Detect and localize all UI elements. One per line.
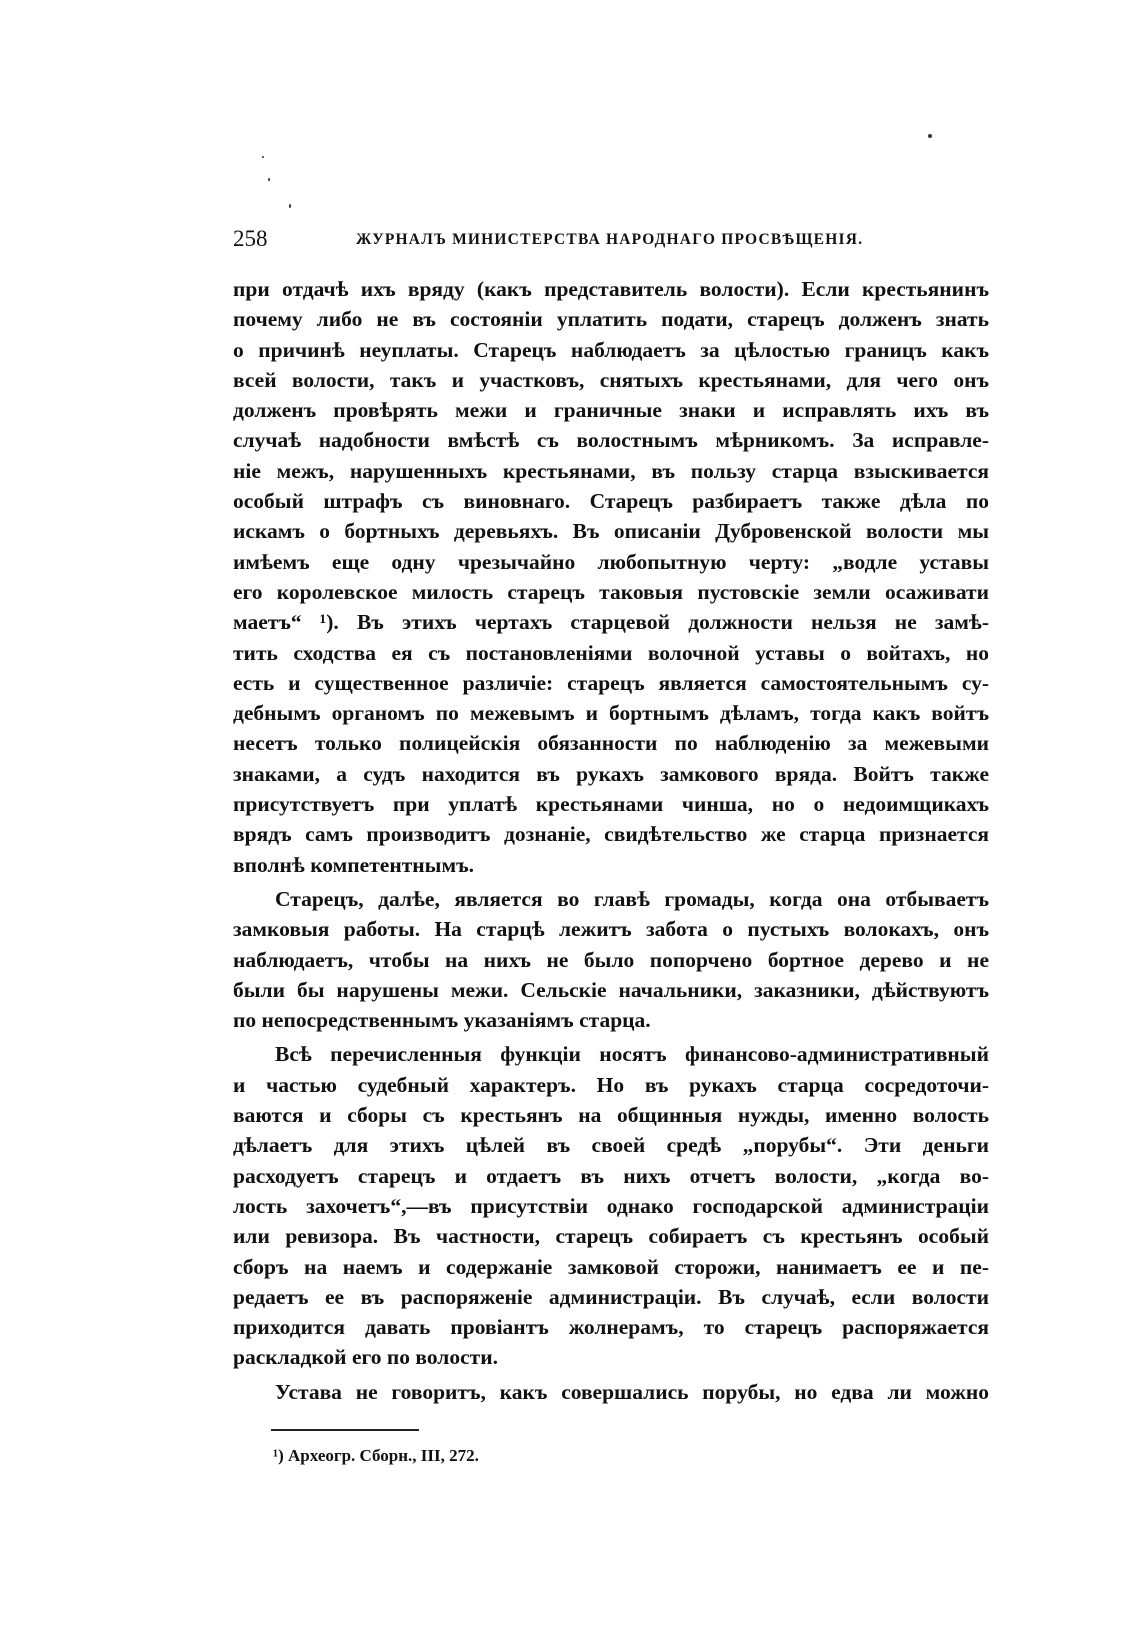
text-line: маетъ“ ¹). Въ этихъ чертахъ старцевой должности нельзя не замѣ-	[233, 610, 989, 635]
text-line: особый штрафъ съ виновнаго. Старецъ разбираетъ также дѣла по	[233, 489, 989, 514]
text-line: его королевское милость старецъ таковыя пустовскіе земли осаживати	[233, 579, 989, 604]
text-line: при отдачѣ ихъ вряду (какъ представитель волости). Если крестьянинъ	[233, 277, 989, 301]
text-line: знаками, а судъ находится въ рукахъ замкового вряда. Войтъ также	[233, 761, 989, 786]
page-number: 258	[233, 226, 268, 251]
text-line: случаѣ надобности вмѣстѣ съ волостнымъ мѣрникомъ. За исправле-	[233, 428, 989, 453]
text-line: вполнѣ компетентнымъ.	[233, 852, 474, 877]
text-line: и частью судебный характеръ. Но въ рукахъ старца сосредоточи-	[233, 1072, 989, 1097]
text-line: искамъ о бортныхъ деревьяхъ. Въ описаніи Дубровенской волости мы	[233, 519, 989, 544]
text-line: или ревизора. Въ частности, старецъ собираетъ съ крестьянъ особый	[233, 1224, 989, 1249]
text-line: приходится давать провіантъ жолнерамъ, то старецъ распоряжается	[233, 1315, 989, 1340]
paragraph	[233, 1039, 989, 1372]
text-line: раскладкой его по волости.	[233, 1345, 498, 1370]
text-line: наблюдаетъ, чтобы на нихъ не было попорчено бортное дерево и не	[233, 947, 989, 972]
scan-speck	[262, 156, 264, 158]
text-line: по непосредственнымъ указаніямъ старца.	[233, 1008, 651, 1033]
text-line: Всѣ перечисленныя функціи носятъ финансово-административный	[275, 1042, 989, 1067]
text-line: расходуетъ старецъ и отдаетъ въ нихъ отчетъ волости, „когда во-	[233, 1163, 989, 1188]
text-line: дебнымъ органомъ по межевымъ и бортнымъ дѣламъ, тогда какъ войтъ	[233, 701, 989, 726]
text-line: почему либо не въ состояніи уплатить подати, старецъ долженъ знать	[233, 307, 989, 332]
paragraph	[233, 274, 989, 880]
scan-speck	[289, 204, 291, 208]
text-line: присутствуетъ при уплатѣ крестьянами чинша, но о недоимщикахъ	[233, 792, 989, 817]
text-line: лость захочетъ“,—въ присутствіи однако господарской администраціи	[233, 1193, 989, 1218]
text-line: долженъ провѣрять межи и граничные знаки и исправлять ихъ въ	[233, 398, 989, 423]
running-title: ЖУРНАЛЪ МИНИСТЕРСТВА НАРОДНАГО ПРОСВѢЩЕНІЯ.	[356, 231, 864, 248]
text-line: Старецъ, далѣе, является во главѣ громады, когда она отбываетъ	[275, 886, 989, 911]
text-line: Устава не говоритъ, какъ совершались порубы, но едва ли можно	[275, 1379, 989, 1404]
text-line: редаетъ ее въ распоряженіе администраціи. Въ случаѣ, если волости	[233, 1284, 989, 1309]
running-header	[233, 224, 993, 254]
scan-speck	[268, 178, 270, 181]
footnote-rule	[271, 1429, 419, 1431]
text-line: ніе межъ, нарушенныхъ крестьянами, въ пользу старца взыскивается	[233, 458, 989, 483]
text-line: дѣлаетъ для этихъ цѣлей въ своей средѣ „порубы“. Эти деньги	[233, 1133, 989, 1158]
text-line: о причинѣ неуплаты. Старецъ наблюдаетъ за цѣлостью границъ какъ	[233, 337, 989, 362]
text-line: были бы нарушены межи. Сельскіе начальники, заказники, дѣйствуютъ	[233, 977, 989, 1002]
text-line: сборъ на наемъ и содержаніе замковой сторожи, нанимаетъ ее и пе-	[233, 1254, 989, 1279]
text-line: замковыя работы. На старцѣ лежитъ забота о пустыхъ волокахъ, онъ	[233, 917, 989, 942]
text-line: тить сходства ея съ постановленіями волочной уставы о войтахъ, но	[233, 640, 989, 665]
scan-speck	[928, 134, 932, 138]
text-line: ваются и сборы съ крестьянъ на общинныя нужды, именно волость	[233, 1103, 989, 1128]
paragraph	[233, 1377, 989, 1407]
footnote: ¹) Археогр. Сборн., III, 272.	[273, 1446, 479, 1465]
paragraph	[233, 884, 989, 1035]
text-line: имѣемъ еще одну чрезычайно любопытную черту: „водле уставы	[233, 549, 989, 574]
text-line: есть и существенное различіе: старецъ является самостоятельнымъ су-	[233, 670, 989, 695]
text-line: несетъ только полицейскія обязанности по наблюденію за межевыми	[233, 731, 989, 756]
text-line: врядъ самъ производитъ дознаніе, свидѣтельство же старца признается	[233, 822, 989, 847]
body-text	[233, 274, 989, 1411]
text-line: всей волости, такъ и участковъ, снятыхъ крестьянами, для чего онъ	[233, 367, 989, 392]
